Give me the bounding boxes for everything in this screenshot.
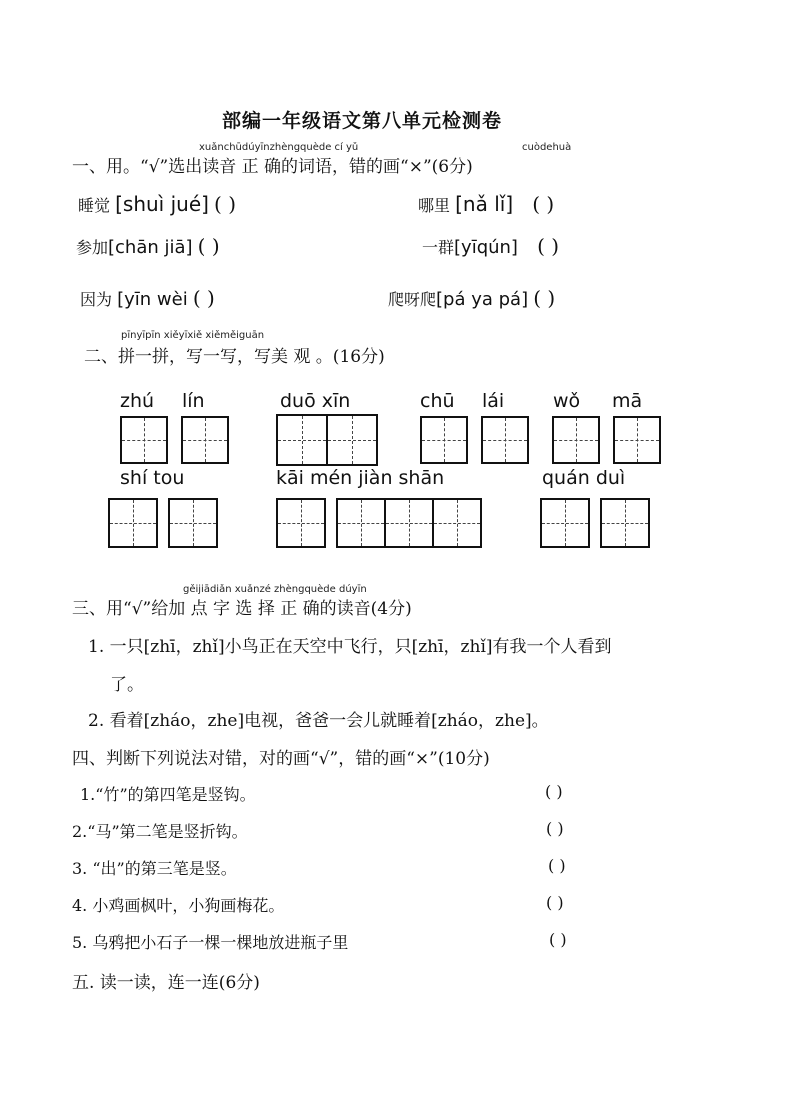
section5-heading: 五. 读一读，连一连(6分)	[72, 973, 260, 993]
grid-pinyin-lai: lái	[482, 390, 505, 412]
s4-item-1: 1.“竹”的第四笔是竖钩。	[80, 785, 256, 804]
grid-pinyin-duoxin: duō xīn	[280, 390, 351, 412]
section1-mid: 出读音 正 确的词语，错的画“×”(6分)	[185, 157, 473, 177]
s1-item-4	[422, 234, 559, 258]
writing-box[interactable]	[276, 498, 326, 548]
s3-line-2: 2. 看着[zháo，zhe]电视，爸爸一会儿就睡着[zháo，zhe]。	[88, 711, 549, 731]
writing-box[interactable]	[600, 498, 650, 548]
writing-box[interactable]	[120, 416, 168, 464]
s1-answer-paren[interactable]: ( )	[532, 192, 555, 216]
s1-word: 一群	[422, 238, 455, 257]
writing-box[interactable]	[276, 414, 328, 466]
s1-word: 参加	[76, 238, 109, 257]
section1-prefix: 一、用。“√”选	[72, 157, 186, 177]
s1-word: 哪里	[418, 196, 451, 215]
s1-word: 睡觉	[78, 196, 111, 215]
s1-answer-paren[interactable]: ( )	[533, 286, 556, 310]
s1-pinyin: [nǎ lǐ]	[455, 192, 514, 216]
writing-box[interactable]	[326, 414, 378, 466]
s1-pinyin: [pá ya pá]	[436, 289, 529, 310]
grid-pinyin-lin: lín	[182, 390, 205, 412]
s4-answer-paren[interactable]: ( )	[545, 782, 563, 801]
grid-pinyin-quandui: quán duì	[542, 467, 626, 489]
s1-pinyin: [shuì jué]	[115, 192, 209, 216]
writing-box[interactable]	[336, 498, 386, 548]
writing-box[interactable]	[384, 498, 434, 548]
s1-pinyin: [chān jiā]	[108, 237, 193, 258]
s4-item-4: 4. 小鸡画枫叶，小狗画梅花。	[72, 896, 285, 915]
section1-heading	[72, 152, 473, 177]
s4-item-5: 5. 乌鸦把小石子一棵一棵地放进瓶子里	[72, 933, 349, 952]
writing-box[interactable]	[540, 498, 590, 548]
grid-pinyin-zhu: zhú	[120, 390, 155, 412]
section1-ruby-select: xuǎnchūdúyīnzhèngquède cí yǔ	[199, 142, 359, 153]
writing-box[interactable]	[108, 498, 158, 548]
s1-pinyin: [yīn wèi	[117, 289, 188, 310]
s4-item-3: 3. “出”的第三笔是竖。	[72, 859, 237, 878]
writing-box[interactable]	[432, 498, 482, 548]
section2-heading: 二、拼一拼，写一写，写美 观 。(16分)	[84, 347, 385, 367]
writing-box[interactable]	[168, 498, 218, 548]
grid-pinyin-wo: wǒ	[553, 390, 581, 412]
s1-answer-paren[interactable]: ( )	[214, 192, 236, 216]
s4-answer-paren[interactable]: ( )	[548, 856, 566, 875]
grid-pinyin-shitou: shí tou	[120, 467, 185, 489]
s3-line-1b: 了。	[110, 675, 144, 695]
section2-ruby: pīnyīpīn xiěyīxiě xiěměiguān	[121, 330, 265, 341]
grid-pinyin-chu: chū	[420, 390, 455, 412]
s4-answer-paren[interactable]: ( )	[549, 930, 567, 949]
section3-heading: 三、用“√”给加 点 字 选 择 正 确的读音(4分)	[72, 599, 412, 619]
s4-item-2: 2.“马”第二笔是竖折钩。	[72, 822, 248, 841]
s4-answer-paren[interactable]: ( )	[546, 893, 564, 912]
s1-answer-paren[interactable]: ( )	[192, 286, 215, 310]
s1-word: 爬呀爬	[388, 290, 437, 309]
page-title: 部编一年级语文第八单元检测卷	[222, 110, 503, 132]
s1-item-2	[418, 192, 554, 216]
writing-box[interactable]	[420, 416, 468, 464]
s1-word: 因为	[80, 290, 113, 309]
writing-box[interactable]	[552, 416, 600, 464]
s3-line-1: 1. 一只[zhī，zhǐ]小鸟正在天空中飞行，只[zhī，zhǐ]有我一个人看到	[88, 637, 612, 657]
s1-item-1	[78, 192, 236, 216]
writing-box[interactable]	[181, 416, 229, 464]
s1-pinyin: [yīqún]	[454, 237, 518, 258]
grid-pinyin-ma: mā	[612, 390, 643, 412]
section4-heading: 四、判断下列说法对错，对的画“√”，错的画“×”(10分)	[72, 749, 490, 769]
s1-answer-paren[interactable]: ( )	[197, 234, 220, 258]
s1-answer-paren[interactable]: ( )	[537, 234, 560, 258]
grid-pinyin-kaimen: kāi mén jiàn shān	[276, 467, 445, 489]
section3-ruby: gěijiādiǎn xuǎnzé zhèngquède dúyīn	[183, 584, 367, 595]
s4-answer-paren[interactable]: ( )	[546, 819, 564, 838]
s1-item-6	[388, 286, 555, 310]
s1-item-3	[76, 234, 220, 258]
section1-ruby-wrong: cuòdehuà	[522, 142, 572, 153]
writing-box[interactable]	[481, 416, 529, 464]
writing-box[interactable]	[613, 416, 661, 464]
s1-item-5	[80, 286, 215, 310]
